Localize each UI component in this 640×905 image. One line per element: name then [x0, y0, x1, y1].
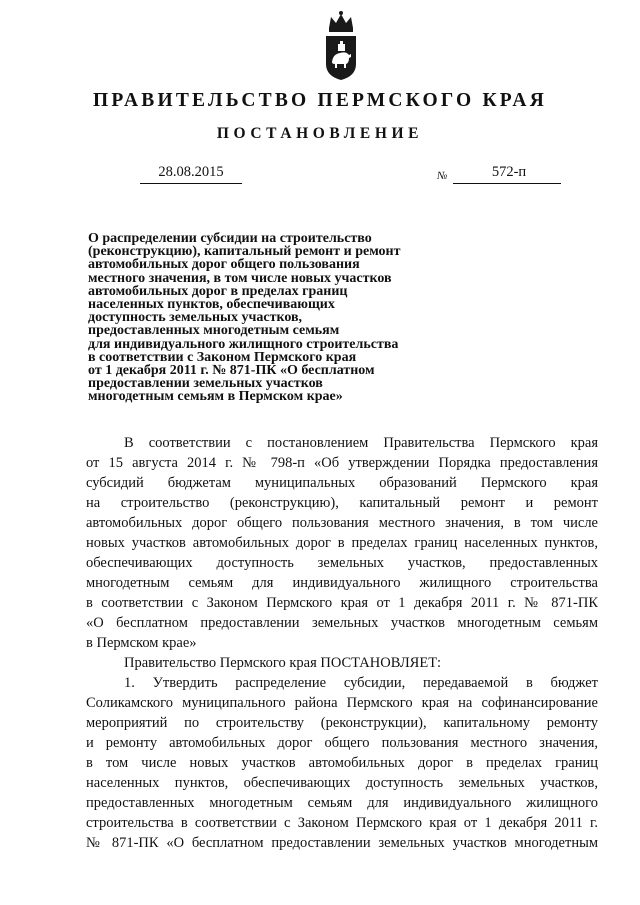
body-line: В соответствии с постановлением Правительства Пермского края: [124, 435, 598, 451]
body-line: новых участков автомобильных дорог в пределах границ населенных пунктов,: [86, 535, 598, 551]
body-line: и ремонту автомобильных дорог общего пользования местного значения,: [86, 735, 598, 751]
subject-line: местного значения, в том числе новых участков: [88, 270, 392, 286]
date-value: 28.08.2015: [158, 164, 224, 180]
subject-line: многодетным семьям в Пермском крае»: [88, 389, 343, 405]
body-line: Правительство Пермского края ПОСТАНОВЛЯЕТ:: [124, 655, 442, 671]
subject-line: предоставлении земельных участков: [88, 376, 323, 392]
number-underline: [453, 183, 561, 184]
body-line: строительства в соответствии с Законом Пермского края от 1 декабря 2011 г.: [86, 815, 598, 831]
subject-line: доступность земельных участков,: [88, 310, 303, 326]
subject-line: предоставленных многодетным семьям: [88, 323, 340, 339]
body-line: от 15 августа 2014 г. № 798-п «Об утверждении Порядка предоставления: [86, 455, 598, 471]
body-line: Соликамского муниципального района Пермского края на софинансирование: [86, 695, 598, 711]
document-date: [140, 164, 242, 184]
body-line: в Пермском крае»: [86, 635, 197, 651]
subject-line: для индивидуального жилищного строительства: [88, 336, 399, 352]
body-line: в том числе новых участков автомобильных дорог в пределах границ: [86, 755, 598, 771]
body-line: «О бесплатном предоставлении земельных участков многодетным семьям: [86, 615, 598, 631]
subject-line: (реконструкцию), капитальный ремонт и ремонт: [88, 244, 401, 260]
subject-line: в соответствии с Законом Пермского края: [88, 349, 357, 365]
subject-line: О распределении субсидии на строительство: [88, 231, 372, 246]
coat-of-arms-icon: [322, 8, 360, 82]
organization-title: ПРАВИТЕЛЬСТВО ПЕРМСКОГО КРАЯ: [93, 90, 547, 111]
body-line: многодетным семьям для индивидуального жилищного строительства: [86, 575, 598, 591]
body-line: в соответствии с Законом Пермского края от 1 декабря 2011 г. № 871-ПК: [86, 595, 598, 611]
number-sign: №: [437, 170, 448, 182]
number-value: 572-п: [491, 164, 527, 180]
body-line: на строительство (реконструкцию), капитальный ремонт и ремонт: [86, 495, 598, 511]
document-body: [86, 433, 598, 853]
body-line: 1. Утвердить распределение субсидии, передаваемой в бюджет: [124, 675, 598, 691]
body-line: № 871-ПК «О бесплатном предоставлении земельных участков многодетным: [86, 835, 598, 851]
body-line: обеспечивающих доступность земельных участков, предоставленных: [86, 555, 598, 571]
body-line: субсидий бюджетам муниципальных образований Пермского края: [86, 475, 598, 491]
subject-line: автомобильных дорог общего пользования: [88, 257, 360, 273]
body-line: предоставленных многодетным семьям для индивидуального жилищного: [86, 795, 598, 811]
subject-line: автомобильных дорог в пределах границ: [88, 283, 348, 299]
subject-line: от 1 декабря 2011 г. № 871-ПК «О бесплатном: [88, 363, 375, 379]
body-line: автомобильных дорог общего пользования местного значения, в том числе: [86, 515, 598, 531]
document-type: ПОСТАНОВЛЕНИЕ: [216, 125, 424, 142]
body-line: населенных пунктов, обеспечивающих доступность земельных участков,: [86, 775, 598, 791]
body-line: мероприятий по строительству (реконструкции), капитальному ремонту: [86, 715, 598, 731]
document-subject: [88, 232, 418, 404]
date-underline: [140, 183, 242, 184]
subject-line: населенных пунктов, обеспечивающих: [88, 297, 335, 313]
